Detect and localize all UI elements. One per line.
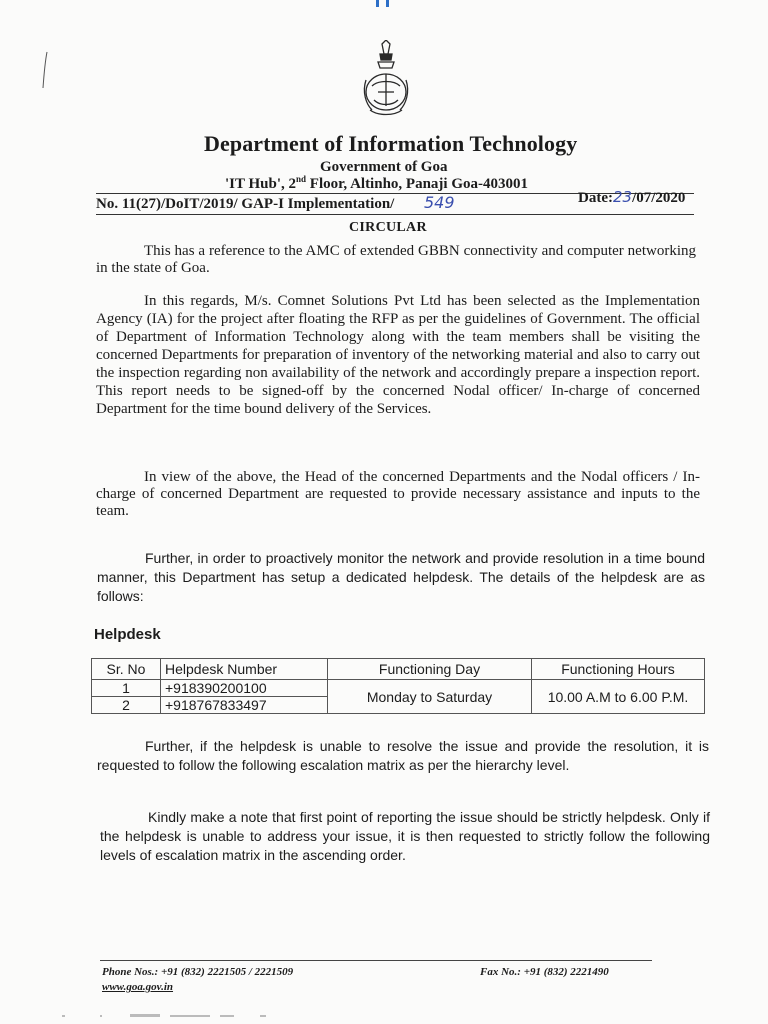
table-row bbox=[92, 680, 705, 697]
column-header: Functioning Day bbox=[328, 659, 532, 680]
footer-website: www.goa.gov.in bbox=[102, 981, 174, 993]
helpdesk-number-cell: +918767833497 bbox=[161, 697, 328, 714]
functioning-day-cell: Monday to Saturday bbox=[328, 680, 532, 714]
header-rule-bottom bbox=[96, 214, 694, 215]
serial-number-cell: 1 bbox=[92, 680, 161, 697]
department-name: Department of Information Technology bbox=[204, 131, 578, 156]
office-address: 'IT Hub', 2nd Floor, Altinho, Panaji Goa-403001 bbox=[225, 174, 528, 192]
serial-number-cell: 2 bbox=[92, 697, 161, 714]
paragraph-reference: This has a reference to the AMC of extended GBBN connectivity and computer networking in the state of Goa. bbox=[96, 243, 696, 276]
reference-number: No. 11(27)/DoIT/2019/ GAP-I Implementation/ bbox=[96, 196, 395, 212]
margin-pen-mark bbox=[40, 50, 50, 90]
helpdesk-table bbox=[91, 658, 705, 714]
helpdesk-number-cell: +918390200100 bbox=[161, 680, 328, 697]
document-heading: CIRCULAR bbox=[349, 220, 427, 235]
footer-fax: Fax No.: +91 (832) 2221490 bbox=[480, 966, 609, 978]
paragraph-reporting-note: Kindly make a note that first point of reporting the issue should be strictly helpdesk. Only if the helpdesk is unable to address your issue, it is then requested to strictly follow the following levels of escalation matrix in the ascending order. bbox=[100, 809, 710, 863]
column-header: Helpdesk Number bbox=[161, 659, 328, 680]
footer-phone: Phone Nos.: +91 (832) 2221505 / 2221509 bbox=[102, 966, 294, 978]
footer-rule bbox=[100, 960, 652, 961]
column-header: Sr. No bbox=[92, 659, 161, 680]
paragraph-helpdesk-intro: Further, in order to proactively monitor the network and provide resolution in a time bound manner, this Department has setup a dedicated helpdesk. The details of the helpdesk are as follows: bbox=[97, 550, 705, 604]
paragraph-escalation: Further, if the helpdesk is unable to resolve the issue and provide the resolution, it is requested to follow the following escalation matrix as per the hierarchy level. bbox=[97, 738, 709, 773]
table-header-row bbox=[92, 659, 705, 680]
helpdesk-heading: Helpdesk bbox=[94, 626, 161, 643]
goa-emblem-icon bbox=[358, 40, 414, 120]
scan-noise bbox=[60, 1014, 360, 1018]
government-name: Government of Goa bbox=[320, 159, 448, 175]
circular-date: Date:23/07/2020 bbox=[578, 188, 686, 206]
scan-top-mark bbox=[374, 0, 394, 8]
column-header: Functioning Hours bbox=[532, 659, 705, 680]
paragraph-request: In view of the above, the Head of the concerned Departments and the Nodal officers / In-charge of concerned Department are requested to provide necessary assistance and inputs to the team. bbox=[96, 469, 700, 519]
handwritten-reference: 549 bbox=[424, 193, 455, 212]
paragraph-implementation-agency: In this regards, M/s. Comnet Solutions Pvt Ltd has been selected as the Implementation Agency (IA) for the project after floating the RFP as per the guidelines of Government. The official of Department of Information Technology along with the team members shall be visiting the concerned Departments for preparation of inventory of the networking material and also to carry out the inspection regarding non availability of the network and accordingly prepare a inspection report. This report needs to be signed-off by the concerned Nodal officer/ In-charge of concerned Department for the time bound delivery of the Services. bbox=[96, 293, 700, 417]
functioning-hours-cell: 10.00 A.M to 6.00 P.M. bbox=[532, 680, 705, 714]
